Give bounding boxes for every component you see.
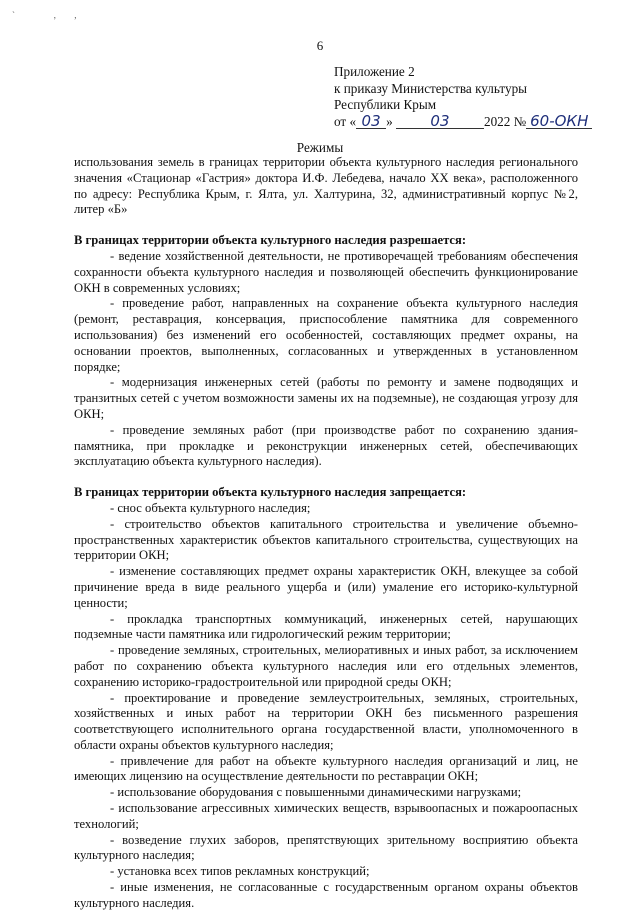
date-year: 2022 №	[483, 113, 527, 129]
forbidden-item: - снос объекта культурного наследия;	[110, 500, 311, 515]
document-body	[74, 155, 578, 912]
forbidden-item: - установка всех типов рекламных конструкций;	[110, 864, 370, 879]
allowed-item: - модернизация инженерных сетей (работы по ремонту и замене подводящих и транзитных сетей с учетом возможности замены их на подземные), не создающая угрозу для ОКН;	[74, 375, 578, 421]
forbidden-item: - использование агрессивных химических веществ, взрывоопасных и пожароопасных технологий;	[74, 801, 578, 831]
document-heading: Режимы	[296, 140, 344, 155]
allowed-item: - проведение работ, направленных на сохранение объекта культурного наследия (ремонт, реставрация, консервация, приспособление памятника для современного использования) без изменений его особенностей, составляющих предмет охраны, на основании проектов, выполненных, согласованных и утвержденных в установленном порядке;	[74, 296, 578, 374]
forbidden-item: - использование оборудования с повышенными динамическими нагрузками;	[110, 785, 522, 800]
handwritten-month: 03	[396, 114, 484, 129]
intro-paragraph: использования земель в границах территории объекта культурного наследия регионального значения «Стационар «Гастрия» доктора И.Ф. Лебедева, начало XX века», расположенного по адресу: Республика Крым, г. Ялта, ул. Халтурина, 32, административный корпус №2, литер «Б»	[74, 155, 578, 217]
allowed-item: - ведение хозяйственной деятельности, не противоречащей требованиям обеспечения сохранности объекта культурного наследия и позволяющей обеспечить функционирование ОКН в современных условиях;	[74, 248, 578, 295]
forbidden-item: - проведение земляных, строительных, мелиоративных и иных работ, за исключением работ по сохранению объекта культурного наследия или его отдельных элементов, сохранению историко-градостроительной или природной среды ОКН;	[74, 643, 578, 689]
appendix-line-3: Республики Крым	[334, 97, 437, 112]
date-mid: »	[386, 113, 393, 129]
forbidden-item: - строительство объектов капитального строительства и увеличение объемно-пространственных характеристик объектов капитального строительства, существующих на территории ОКН;	[74, 516, 578, 563]
scan-marks: ` ‚,	[12, 10, 95, 20]
forbidden-title: В границах территории объекта культурного наследия запрещается:	[74, 485, 467, 500]
appendix-date-line	[334, 111, 592, 131]
appendix-block	[334, 64, 592, 130]
date-prefix: от «	[334, 113, 357, 129]
appendix-line-2: к приказу Министерства культуры	[334, 80, 528, 96]
allowed-item: - проведение земляных работ (при производстве работ по сохранению здания-памятника, при прокладке и реконструкции инженерных сетей, обеспечивающих эксплуатацию объекта культурного наследия).	[74, 422, 578, 469]
appendix-line-1: Приложение 2	[334, 64, 415, 79]
forbidden-item: - иные изменения, не согласованные с государственным органом охраны объектов культурного наследия.	[74, 880, 578, 910]
handwritten-number: 60-ОКН	[526, 114, 592, 129]
forbidden-item: - изменение составляющих предмет охраны характеристик ОКН, влекущее за собой причинение вреда в виде реального ущерба и (или) умаление его историко-культурной ценности;	[74, 564, 578, 610]
forbidden-item: - привлечение для работ на объекте культурного наследия организаций и лиц, не имеющих лицензию на осуществление деятельности по реставрации ОКН;	[74, 753, 578, 784]
forbidden-item: - возведение глухих заборов, препятствующих зрительному восприятию объекта культурного наследия;	[74, 832, 578, 863]
forbidden-item: - прокладка транспортных коммуникаций, инженерных сетей, нарушающих подземные части памятника или гидрологический режим территории;	[74, 611, 578, 642]
allowed-title: В границах территории объекта культурного наследия разрешается:	[74, 233, 467, 248]
handwritten-day: 03	[356, 114, 386, 129]
forbidden-item: - проектирование и проведение землеустроительных, земляных, строительных, хозяйственных и иных работ на территории ОКН без письменного разрешения соответствующего исполнительного органа государственной власти, уполномоченного в области охраны объектов культурного наследия;	[74, 690, 578, 752]
page-number: 6	[316, 38, 324, 53]
